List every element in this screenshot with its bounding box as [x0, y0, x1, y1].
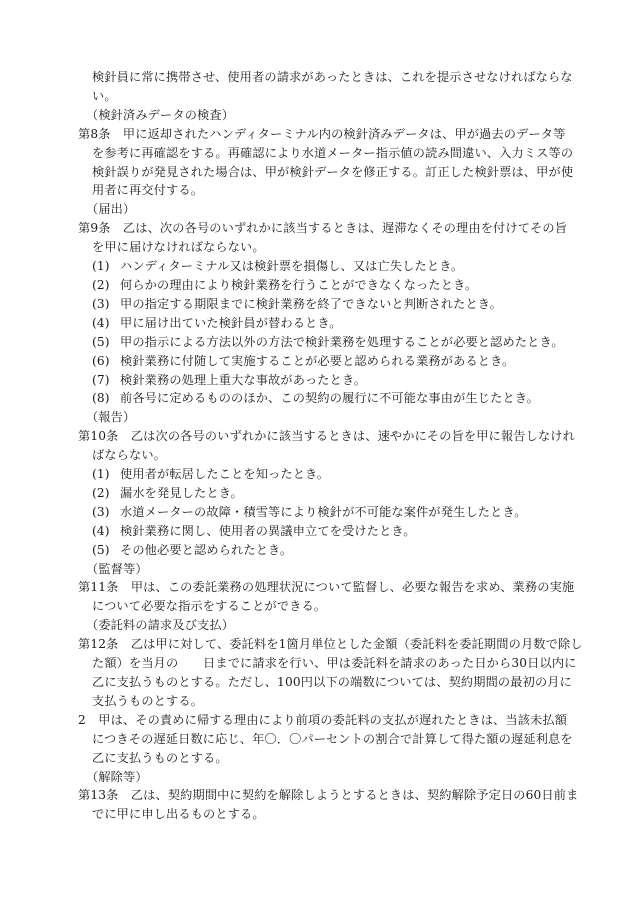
item-text: 甲に届け出ていた検針員が替わるとき。	[120, 315, 342, 330]
item-number: (7)	[92, 372, 110, 387]
text-line: を参考に再確認をする。再確認により水道メーター指示値の読み間違い、入力ミス等の	[92, 145, 574, 160]
text-line: 乙に支払うものとする。	[92, 750, 228, 765]
list-item	[78, 276, 560, 295]
item-text: 水道メーターの故障・積雪等により検針が不可能な案件が発生したとき。	[120, 504, 527, 519]
article-heading: （届出）	[86, 202, 136, 217]
list-item	[78, 257, 560, 276]
item-number: (6)	[92, 353, 110, 368]
text-line: ばならない。	[92, 448, 167, 463]
list-item	[78, 503, 560, 522]
item-number: (4)	[92, 315, 110, 330]
list-item	[78, 484, 560, 503]
article-line: 第13条 乙は、契約期間中に契約を解除しようとするときは、契約解除予定日の60日前ま	[78, 788, 579, 803]
item-text: 検針業務の処理上重大な事故があったとき。	[120, 372, 367, 387]
item-text: その他必要と認められたとき。	[120, 542, 293, 557]
document-page	[78, 68, 583, 824]
article-line: 第8条 甲に返却されたハンディターミナル内の検針済みデータは、甲が過去のデータ等	[78, 126, 566, 141]
item-text: 甲の指示による方法以外の方法で検針業務を処理することが必要と認めたとき。	[120, 334, 564, 349]
list-item	[78, 314, 560, 333]
list-item	[78, 352, 560, 371]
list-item	[78, 465, 560, 484]
article-line: 第11条 甲は、この委託業務の処理状況について監督し、必要な報告を求め、業務の実施	[78, 580, 575, 595]
item-number: (1)	[92, 467, 110, 482]
item-text: 検針業務に付随して実施することが必要と認められる業務があるとき。	[120, 353, 515, 368]
item-text: 使用者が転居したことを知ったとき。	[120, 467, 330, 482]
article-heading: （解除等）	[86, 769, 148, 784]
item-text: 甲の指定する期限までに検針業務を終了できないと判断されたとき。	[120, 296, 502, 311]
article-line: 2 甲は、その責めに帰する理由により前項の委託料の支払が遅れたときは、当該未払額	[78, 712, 568, 727]
item-text: 検針業務に関し、使用者の異議申立てを受けたとき。	[120, 523, 416, 538]
text-line: い。	[92, 88, 117, 103]
item-number: (2)	[92, 277, 110, 292]
item-number: (3)	[92, 504, 110, 519]
text-line: について必要な指示をすることができる。	[92, 599, 327, 614]
list-item	[78, 541, 560, 560]
list-item	[78, 295, 560, 314]
item-number: (5)	[92, 334, 110, 349]
text-line: 検針員に常に携帯させ、使用者の請求があったときは、これを提示させなければならな	[92, 70, 573, 84]
item-number: (1)	[92, 259, 110, 274]
list-item	[78, 389, 560, 408]
item-number: (4)	[92, 523, 110, 538]
text-line: 検針誤りが発見された場合は、甲が検針データを修正する。訂正した検針票は、甲が使	[92, 164, 574, 179]
article-line: 第10条 乙は次の各号のいずれかに該当するときは、速やかにその旨を甲に報告しなけれ	[78, 429, 575, 444]
text-line: 乙に支払うものとする。ただし、100円以下の端数については、契約期間の最初の月に	[92, 675, 572, 689]
article-heading: （委託料の請求及び支払）	[86, 618, 235, 633]
item-number: (3)	[92, 296, 110, 311]
text-line: 支払うものとする。	[92, 693, 204, 708]
article-heading: （報告）	[86, 410, 136, 425]
item-number: (8)	[92, 391, 110, 406]
item-text: 漏水を発見したとき。	[120, 485, 243, 500]
item-text: 前各号に定めるもののほか、この契約の履行に不可能な事由が生じたとき。	[120, 391, 539, 406]
text-line: でに甲に申し出るものとする。	[92, 807, 265, 822]
item-text: 何らかの理由により検針業務を行うことができなくなったとき。	[120, 277, 478, 292]
item-text: ハンディターミナル又は検針票を損傷し、又は亡失したとき。	[120, 259, 464, 274]
article-heading: （監督等）	[86, 561, 148, 576]
article-line: 第9条 乙は、次の各号のいずれかに該当するときは、遅滞なくその理由を付けてその旨	[78, 221, 568, 236]
text-line: 用者に再交付する。	[92, 183, 204, 198]
list-item	[78, 522, 560, 541]
list-item	[78, 333, 564, 352]
text-line: につきその遅延日数に応じ、年〇．〇パーセントの割合で計算して得た額の遅延利息を	[92, 731, 573, 746]
list-item	[78, 371, 560, 390]
item-number: (5)	[92, 542, 110, 557]
article-heading: （検針済みデータの検査）	[86, 107, 235, 122]
text-line: を甲に届けなければならない。	[92, 240, 265, 255]
item-number: (2)	[92, 485, 110, 500]
text-line: た額）を当月の 日までに請求を行い、甲は委託料を請求のあった日から30日以内に	[92, 656, 577, 671]
article-line: 第12条 乙は甲に対して、委託料を1箇月単位とした金額（委託料を委託期間の月数で除し	[78, 637, 583, 652]
